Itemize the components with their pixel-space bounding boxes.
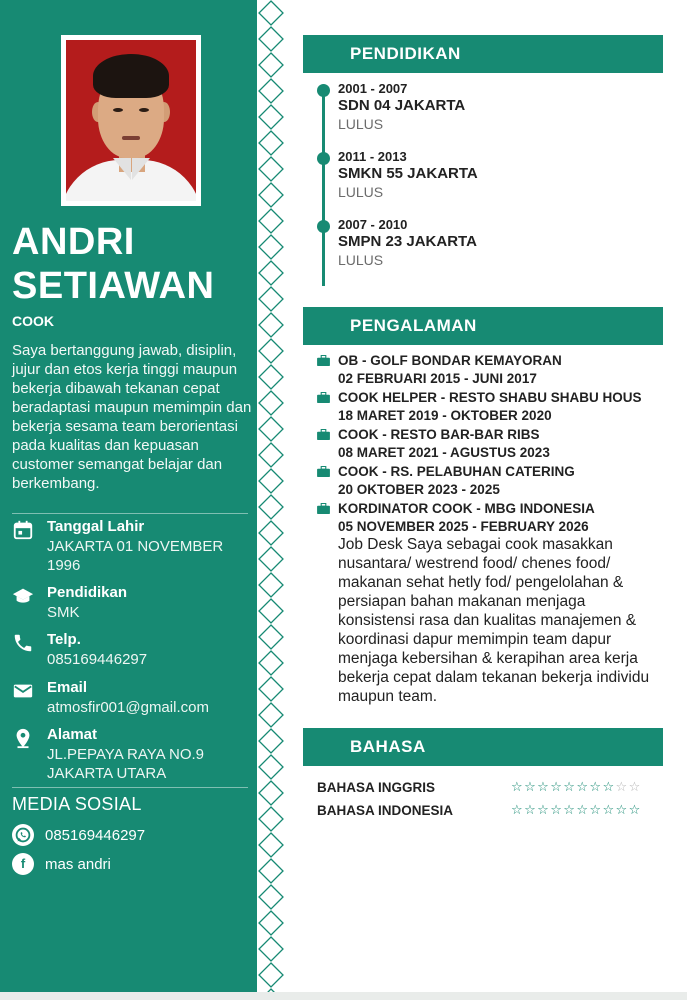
timeline-dot [317,84,330,97]
star-empty-icon: ☆ [628,779,642,794]
experience-position: COOK - RESTO BAR-BAR RIBS [338,427,540,442]
section-header-experience: PENGALAMAN [303,307,663,345]
education-school: SMKN 55 JAKARTA [338,165,478,182]
sidebar [0,0,257,992]
experience-dates: 18 MARET 2019 - OKTOBER 2020 [338,408,552,423]
info-label: Email [47,679,88,696]
experience-position: COOK - RS. PELABUHAN CATERING [338,464,575,479]
briefcase-icon [317,429,330,440]
experience-position: KORDINATOR COOK - MBG INDONESIA [338,501,595,516]
star-filled-icon: ☆ [524,779,538,794]
bio-text: Saya bertanggung jawab, disiplin, jujur dan etos kerja tinggi maupun bekerja dibawah tekanan cepat beradaptasi maupun memimpin dan bekerja sesama team berorientasi pada kualitas dan kepuasan customer semangat belajar dan berkembang. [12,342,252,492]
star-filled-icon: ☆ [550,779,564,794]
email-icon [12,680,34,702]
star-filled-icon: ☆ [602,779,616,794]
info-value: atmosfir001@gmail.com [47,699,209,716]
education-years: 2011 - 2013 [338,149,407,164]
profile-photo [66,40,196,201]
star-filled-icon: ☆ [576,779,590,794]
job-description: Job Desk Saya sebagai cook masakkan nusantara/ westrend food/ chenes food/ makanan sehat hetly fod/ pengelolahan & persiapan bahan makanan menjaga konsistensi rasa dan kualitas manajemen & koordinasi dapur memimpin team dapur menjaga kebersihan & kerapihan area kerja bekerja cepat dalam tekanan bekerja individu maupun team. [338,536,650,705]
education-years: 2001 - 2007 [338,81,408,96]
education-school: SDN 04 JAKARTA [338,97,466,114]
diamond-pattern-divider [257,0,285,992]
whatsapp-icon [12,824,34,846]
divider [12,787,248,788]
star-filled-icon: ☆ [589,779,603,794]
info-label: Telp. [47,631,81,648]
location-pin-icon [12,727,34,749]
info-education [12,584,252,624]
education-item [317,149,637,205]
info-label: Pendidikan [47,584,128,601]
star-filled-icon: ☆ [563,802,577,817]
star-filled-icon: ☆ [602,802,616,817]
experience-item [317,464,667,500]
education-item [317,217,637,273]
info-label: Tanggal Lahir [47,518,145,535]
experience-item [317,390,667,426]
info-email [12,679,252,719]
star-filled-icon: ☆ [537,802,551,817]
briefcase-icon [317,503,330,514]
social-media-title: MEDIA SOSIAL [12,794,142,814]
page-bottom-edge [0,992,687,1000]
graduation-cap-icon [12,585,34,607]
name-line-2: SETIAWAN [12,265,215,307]
section-header-education: PENDIDIKAN [303,35,663,73]
info-value: JL.PEPAYA RAYA NO.9 JAKARTA UTARA [47,746,205,782]
education-school: SMPN 23 JAKARTA [338,233,477,250]
star-filled-icon: ☆ [524,802,538,817]
briefcase-icon [317,466,330,477]
section-header-language: BAHASA [303,728,663,766]
language-item [317,803,667,821]
language-item [317,780,667,798]
profile-photo-frame [61,35,201,206]
experience-dates: 05 NOVEMBER 2025 - FEBRUARY 2026 [338,519,589,534]
education-status: LULUS [338,252,384,268]
experience-item [317,427,667,463]
briefcase-icon [317,355,330,366]
info-label: Alamat [47,726,98,743]
language-name: BAHASA INDONESIA [317,803,454,818]
name-line-1: ANDRI [12,221,135,263]
info-value: SMK [47,604,80,621]
experience-position: COOK HELPER - RESTO SHABU SHABU HOUS [338,390,642,405]
timeline-dot [317,152,330,165]
info-value: 085169446297 [47,651,148,668]
star-filled-icon: ☆ [628,802,642,817]
briefcase-icon [317,392,330,403]
experience-item [317,501,667,537]
info-value: JAKARTA 01 NOVEMBER 1996 [47,538,224,574]
star-filled-icon: ☆ [511,779,525,794]
star-filled-icon: ☆ [550,802,564,817]
calendar-icon [12,519,34,541]
star-filled-icon: ☆ [563,779,577,794]
info-birth-date [12,518,252,574]
experience-item [317,353,667,389]
language-rating-stars [511,779,642,795]
education-years: 2007 - 2010 [338,217,408,232]
experience-dates: 02 FEBRUARI 2015 - JUNI 2017 [338,371,537,386]
language-name: BAHASA INGGRIS [317,780,436,795]
star-filled-icon: ☆ [511,802,525,817]
info-phone [12,631,252,671]
facebook-icon: f [12,853,34,875]
facebook-name: mas andri [45,856,111,873]
job-title: COOK [12,313,54,329]
language-rating-stars [511,802,642,818]
phone-icon [12,632,34,654]
star-filled-icon: ☆ [576,802,590,817]
education-item [317,81,637,137]
star-filled-icon: ☆ [615,802,629,817]
info-address [12,726,252,782]
experience-dates: 08 MARET 2021 - AGUSTUS 2023 [338,445,550,460]
education-status: LULUS [338,184,384,200]
star-empty-icon: ☆ [615,779,629,794]
experience-position: OB - GOLF BONDAR KEMAYORAN [338,353,562,368]
full-name [12,220,214,308]
whatsapp-number: 085169446297 [45,827,146,844]
timeline-dot [317,220,330,233]
star-filled-icon: ☆ [589,802,603,817]
education-status: LULUS [338,116,384,132]
star-filled-icon: ☆ [537,779,551,794]
experience-dates: 20 OKTOBER 2023 - 2025 [338,482,500,497]
divider [12,513,248,514]
